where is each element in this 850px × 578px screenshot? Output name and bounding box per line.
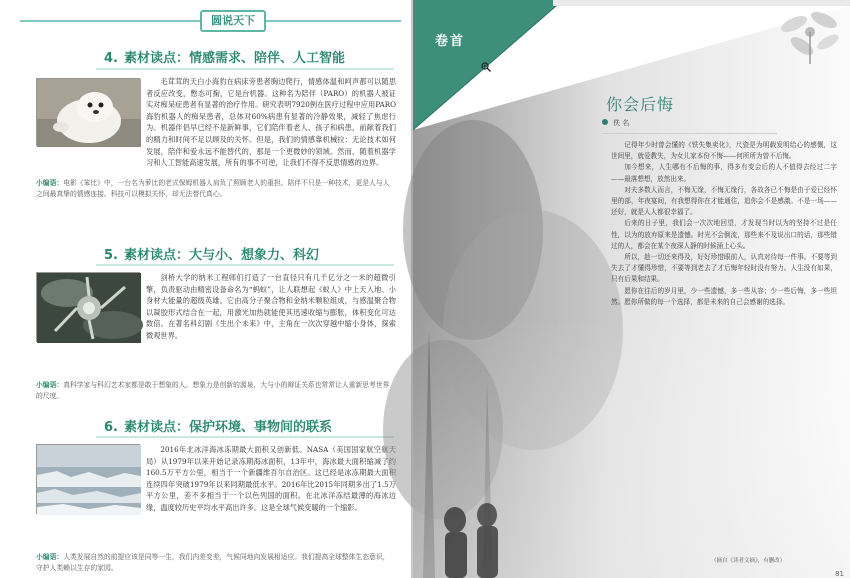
article-paragraph: 加今想来，人生哪有不后悔的事，得多有变会后的人不值得去经过二字——最落想想，放然出来。 (611, 163, 837, 183)
title-rule (602, 133, 777, 134)
section-4-note-text: 电影《笨比》中，一台名为萝比的老式保姆机器人肩负了照顾老人的重担。陪伴不只是一种技术，更是人与人之间最真挚的情感连接。科技可以模拟关怀，却无法替代真心。 (36, 179, 390, 198)
section-6-note-text: 人类发展自然的前提应该是同等一生，我们内差变差，气候同地向发展相适应。我们提高全球整体生态意识，守护人类赖以生存的家园。 (36, 553, 390, 572)
section-5-heading: 素材读点：大与小、想象力、科幻 (123, 248, 319, 263)
article-body (611, 140, 837, 510)
section-5-body-cont (36, 345, 396, 380)
section-5-note-label: 小编语： (36, 381, 64, 389)
section-5-note (36, 380, 396, 414)
running-header (20, 10, 401, 32)
section-4-body: 毛茸茸的天白小海豹在病床旁患者胸边爬行，情感体温和呵声都可以随思者反应改变，憋态可掬，它是台机器。这种名为陪伴（PARO）的机器人被证实对痴呆症患者有显著的治疗作用。研究表明7920例在医疗过程中应用PARO海豹机器人的痴呆患者，总体对60%病患有显著的冷静效果，减轻了焦虑行为。机器伴侣早已经不是新鲜事，它们陪伴着老人、孩子和病患，前献着我们的精力和时间不足以顾及的关怀。但是，我们的情感靠机械拉：无论技术如何发展，陪伴和爱永远不能替代的，那是一个更微妙的领域。然而，随着机器学习和人工智能高速发展，所有的事不可逆，让我们不得不反思情感的边界。 (146, 77, 396, 168)
section-4-title (104, 47, 345, 66)
page-number: 81 (835, 570, 844, 578)
article-title: 你会后悔 (606, 95, 675, 114)
section-4-heading: 素材读点：情感需求、陪伴、人工智能 (123, 51, 345, 66)
article-paragraph: 所以，趁一切还来得及，好好珍惜眼前人，认真对待每一件事。不要等到失去了才懂得珍惜，不要等到老去了才后悔年轻时没有努力。人生没有如果，只有后果和结果。 (611, 253, 837, 284)
section-4-note-label: 小编语： (36, 179, 64, 187)
section-5-number: 5. (104, 248, 118, 263)
section-6-number: 6. (104, 420, 118, 435)
header-tag: 圆说天下 (200, 10, 266, 32)
arctic-ice-photo-icon (36, 444, 140, 514)
pinwheel-decoration-icon (772, 4, 850, 64)
right-page (413, 0, 850, 578)
article-paragraph: 记得年少时曾会懂的《铁失集卖化》，尺瓷是为明载发明给心的感慨，这世间里，就爱教失，为女儿家本份不悔——何所所为曾不后悔。 (611, 141, 837, 161)
section-6-bar (96, 436, 394, 438)
section-6-note-label: 小编语： (36, 553, 64, 561)
section-5-note-text: 真科学家与科幻艺术家都是敢于想象的人。想象力是创新的源泉，大与小的辩证关系也常常让人重新思考世界的尺度。 (36, 381, 390, 400)
section-4-bar (96, 68, 394, 70)
article-paragraph: 对夫多数人而言，不悔无缘，不悔无缘行，各故各已不悔是由于爱已经怀里的部，年夜宴间，有我想得你在才能通往，追你会不是感激。不是一场——还好，就是人人都很幸福了。 (611, 185, 837, 217)
section-6-body: 2016年北冰洋海冰冻期最大面积又创新低。NASA（美国国家航空航天局）从1979年以来开始记录冻期海冰面积，13年中，海冰最大面积缩减了约160.5万平方公里，相当于一个新疆维吾尔自治区。这已经是冰冻期最大面积连续四年突破1979年以来同期最低水平。2016年比2015年同期多出了1.5万平方公里，差不多相当于一个以色列国的面积。在北冰洋冻结最薄的海冰边缘，温度较历史平均水平高出许多。这是全球气候变暖的一个缩影。 (146, 445, 396, 512)
column-label: 卷首 (435, 34, 466, 49)
section-5-bar (96, 264, 394, 266)
micro-robot-photo-icon (36, 272, 140, 342)
article-paragraph: 愿你在往后的岁月里，少一些遗憾，多一些从容；少一些后悔，多一些坦然。愿你所做的每一个选择，都是未来的自己会感谢的选择。 (611, 286, 837, 306)
section-5-title (104, 244, 319, 263)
article-source: （摘自《读者文摘》，有删改） (711, 558, 786, 564)
section-6-heading: 素材读点：保护环境、事物间的联系 (123, 420, 332, 435)
section-6-note (36, 552, 396, 576)
article-paragraph: 后来的日子里，我们会一次次地回望，才发现当时以为的坚持不过是任性，以为的放弃原来是遗憾。时光不会倒流，那些来不及说出口的话，那些错过的人，都会在某个夜深人静的时候涌上心头。 (611, 219, 837, 250)
article-author: 佚 名 (613, 119, 630, 127)
zoom-in-icon[interactable] (481, 62, 491, 72)
section-6-title (104, 416, 332, 435)
section-4-number: 4. (104, 51, 118, 66)
left-page (0, 0, 413, 578)
section-5-body: 剑桥大学的纳米工程师们打造了一台直径只有几千亿分之一米的超微引擎，负责驱动由精密设备命名为“蚂蚁”，让人联想起《蚁人》中上天入地、小身材大能量的超级英雄。它由高分子聚合物和金纳米颗粒组成，与感温聚合物以凝胶形式结合在一起，用激光加热就能使其迅速收缩与膨胀，体积变化可达数倍。在著名科幻剧《生出个未来》中，主角在一次次穿越中缩小身体，探索微观世界。 (146, 273, 396, 340)
author-bullet (602, 119, 608, 125)
section-4-note (36, 178, 396, 212)
